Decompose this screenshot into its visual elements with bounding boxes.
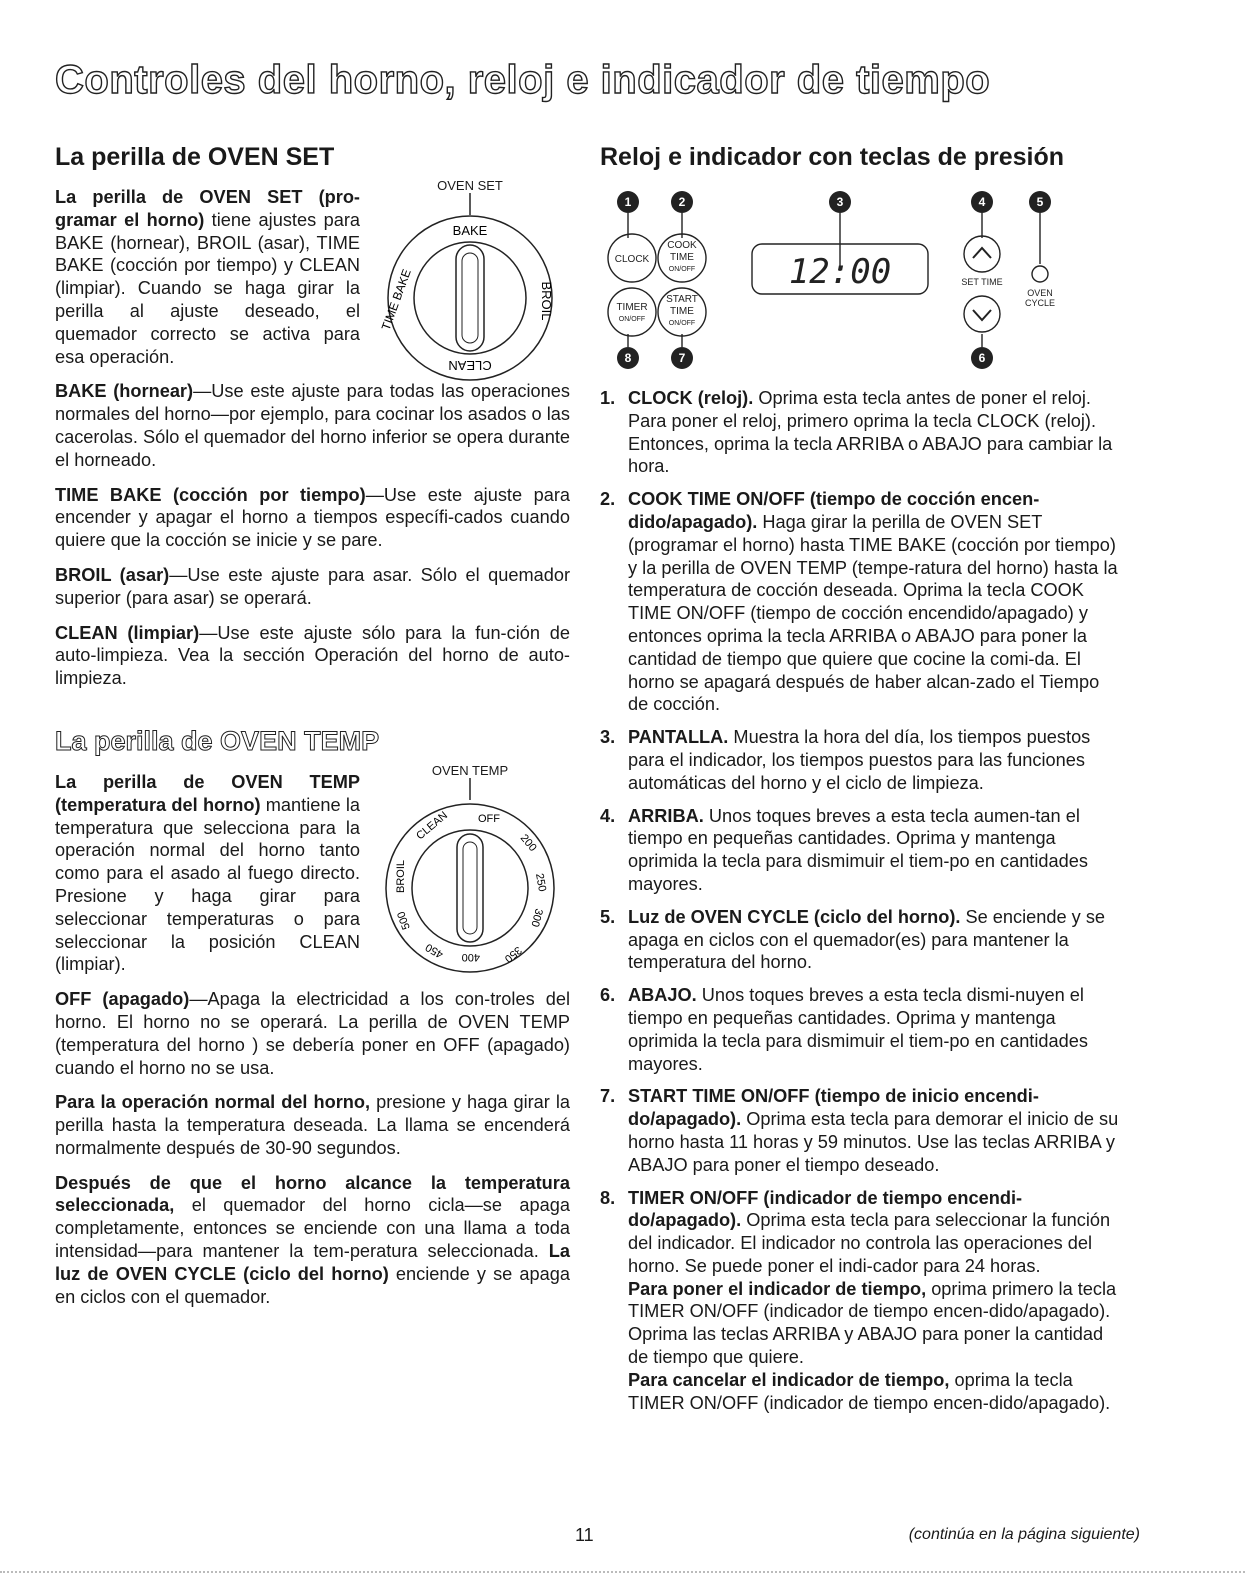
- control-keys-list: [600, 387, 1120, 1414]
- temp-broil-label: BROIL: [395, 859, 407, 893]
- after-bold: Después de que el horno alcance la temperatura seleccionada,: [55, 1172, 570, 1216]
- normal-paragraph: [55, 1091, 570, 1159]
- start-time-label-2: TIME: [670, 306, 694, 317]
- oven-temp-intro-bold: La perilla de OVEN TEMP (temperatura del horno): [55, 771, 360, 815]
- control-panel-icon: [600, 186, 1120, 381]
- item-text: Oprima esta tecla antes de poner el reloj. Para poner el reloj, primero oprima la tecla CLOCK (reloj). Entonces, oprima la tecla ARRIBA o ABAJO para cambiar la hora.: [628, 388, 1113, 477]
- broil-paragraph: [55, 564, 570, 610]
- callout-5: 5: [1036, 195, 1044, 209]
- callout-6: 6: [978, 351, 986, 365]
- temp-350-label: 350: [502, 943, 524, 965]
- off-text: —Apaga la electricidad a los con-troles del horno. El horno no se operará. La perilla de OVEN TEMP (temperatura del horno ) se debería poner en OFF (apagado) cuando el horno no se usa.: [55, 989, 570, 1078]
- item-number: 8.: [600, 1187, 616, 1208]
- oven-temp-knob-label: OVEN TEMP: [431, 762, 509, 778]
- oven-temp-knob-diagram: [380, 763, 560, 983]
- item-bold: START TIME ON/OFF (tiempo de inicio encendi-do/apagado).: [628, 1086, 1039, 1130]
- clean-text: —Use este ajuste sólo para la fun-ción de auto-limpieza. Vea la sección Operación del horno de auto-limpieza.: [55, 622, 570, 689]
- knob-timebake-label: TIME BAKE: [378, 267, 414, 333]
- item-number: 4.: [600, 805, 616, 826]
- item-bold: PANTALLA.: [628, 727, 729, 748]
- item-text: Oprima esta tecla para demorar el inicio de su horno hasta 11 horas y 59 minutos. Use las teclas ARRIBA y ABAJO para poner el tiempo deseado.: [628, 1109, 1119, 1175]
- oven-set-knob-icon: [370, 193, 570, 388]
- oven-temp-intro-rest: mantiene la temperatura que selecciona para la operación normal del horno tanto como para el asado al fuego directo. Presione y haga girar para seleccionar temperaturas o para seleccionar la posición CLEAN (limpiar).: [55, 794, 360, 975]
- oven-set-intro-text: [55, 186, 360, 368]
- oven-temp-intro-text: [55, 771, 360, 976]
- bake-text: —Use este ajuste para todas las operaciones normales del horno—por ejemplo, para cocinar los asados o las cacerolas. Sólo el quemador del horno inferior se opera durante el horneado.: [55, 381, 570, 470]
- after-text: el quemador del horno cicla—se apaga completamente, entonces se enciende con una llama a toda intensidad—para mantener la tem-peratura seleccionada.: [55, 1195, 570, 1262]
- cook-time-label-2: TIME: [670, 252, 694, 263]
- temp-500-label: 500: [395, 909, 413, 932]
- cancel-timer-text: oprima la tecla TIMER ON/OFF (indicador de tiempo encen-dido/apagado).: [628, 1369, 1111, 1413]
- item-number: 3.: [600, 727, 616, 748]
- bake-bold: BAKE (hornear): [55, 381, 194, 402]
- cycle-bold: La luz de OVEN CYCLE (ciclo del horno): [55, 1241, 570, 1284]
- after-paragraph: [55, 1172, 570, 1309]
- set-time-label: SET TIME: [961, 277, 1003, 287]
- oven-temp-intro: [55, 762, 570, 976]
- callout-4: 4: [978, 195, 986, 209]
- item-bold: TIMER ON/OFF (indicador de tiempo encendi-do/apagado).: [628, 1187, 1023, 1231]
- list-item: [600, 1187, 1120, 1415]
- item-text: Unos toques breves a esta tecla dismi-nuyen el tiempo en pequeñas cantidades. Oprima y mantenga oprimida la tecla para dismimuir el tiem-po en cantidades mayores.: [628, 985, 1088, 1074]
- clock-button-label: CLOCK: [614, 254, 650, 265]
- cancel-timer-paragraph: [628, 1369, 1120, 1415]
- temp-clean-label: CLEAN: [414, 809, 451, 843]
- item-number: 5.: [600, 906, 616, 927]
- callout-8: 8: [624, 351, 632, 365]
- temp-450-label: 450: [423, 940, 446, 961]
- normal-bold: Para la operación normal del horno,: [55, 1092, 371, 1113]
- bake-paragraph: [55, 380, 570, 471]
- temp-off-label: OFF: [478, 812, 500, 825]
- item-text: Muestra la hora del día, los tiempos puestos para el indicador, los tiempos puestos para las funciones automáticas del horno y el ciclo de limpieza.: [628, 727, 1091, 793]
- oven-set-intro: [55, 178, 570, 373]
- timebake-bold: TIME BAKE (cocción por tiempo): [55, 484, 366, 505]
- item-text: Unos toques breves a esta tecla aumen-tan el tiempo en pequeñas cantidades. Oprima y mantenga oprimida la tecla para dismimuir el tiem-po en cantidades mayores.: [628, 805, 1088, 894]
- item-number: 6.: [600, 985, 616, 1006]
- cycle-text: enciende y se apaga en ciclos con el quemador.: [55, 1263, 570, 1307]
- item-bold: ABAJO.: [628, 985, 697, 1006]
- clean-bold: CLEAN (limpiar): [55, 622, 200, 643]
- cook-time-label-3: ON/OFF: [668, 266, 696, 273]
- bottom-dotted-divider: [0, 1571, 1245, 1573]
- oven-set-heading: La perilla de OVEN SET: [55, 143, 335, 171]
- start-time-label-1: START: [666, 294, 698, 305]
- item-number: 7.: [600, 1086, 616, 1107]
- temp-200-label: 200: [517, 832, 539, 854]
- start-time-label-3: ON/OFF: [668, 320, 696, 327]
- knob-bake-label: BAKE: [452, 223, 488, 238]
- oven-cycle-label-1: OVEN: [1027, 288, 1053, 298]
- temp-250-label: 250: [533, 872, 549, 893]
- list-item: [600, 805, 1120, 896]
- knob-broil-label: BROIL: [539, 281, 554, 321]
- normal-text: presione y haga girar la perilla hasta la temperatura deseada. La llama se encenderá normalmente después de 30-90 segundos.: [55, 1092, 570, 1158]
- page-number: 11: [575, 1525, 594, 1545]
- cancel-timer-bold: Para cancelar el indicador de tiempo,: [628, 1369, 950, 1390]
- off-bold: OFF (apagado): [55, 989, 190, 1010]
- callout-2: 2: [678, 195, 686, 209]
- item-bold: CLOCK (reloj).: [628, 388, 754, 408]
- timer-label-2: ON/OFF: [618, 316, 646, 323]
- item-bold: COOK TIME ON/OFF (tiempo de cocción encen-dido/apagado).: [628, 489, 1040, 532]
- cook-time-label-1: COOK: [667, 240, 697, 251]
- clock-timer-heading: Reloj e indicador con teclas de presión: [600, 143, 1065, 171]
- item-number: 1.: [600, 388, 616, 408]
- list-item: [600, 984, 1120, 1075]
- clock-display: 12:00: [788, 252, 892, 292]
- item-text: Se enciende y se apaga en ciclos con el quemador(es) para mantener la temperatura del horno.: [628, 906, 1106, 973]
- set-timer-text: oprima primero la tecla TIMER ON/OFF (indicador de tiempo encen-dido/apagado). Oprima las teclas ARRIBA y ABAJO para poner la cantidad de tiempo que quiere.: [628, 1278, 1117, 1368]
- left-column: [55, 143, 570, 1320]
- item-bold: Luz de OVEN CYCLE (ciclo del horno).: [628, 906, 961, 927]
- continued-note: (continúa en la página siguiente): [908, 1526, 1140, 1543]
- knob-clean-label: CLEAN: [448, 358, 492, 373]
- callout-7: 7: [678, 351, 686, 365]
- timer-label-1: TIMER: [616, 302, 648, 313]
- oven-cycle-label-2: CYCLE: [1024, 298, 1056, 308]
- oven-set-knob-label: OVEN SET: [437, 178, 503, 193]
- page-title: Controles del horno, reloj e indicador de tiempo: [55, 58, 991, 102]
- right-column: [600, 143, 1120, 1414]
- set-timer-bold: Para poner el indicador de tiempo,: [628, 1278, 927, 1299]
- control-panel-diagram: [600, 186, 1120, 381]
- list-item: [600, 387, 1120, 478]
- list-item: [600, 906, 1120, 974]
- oven-set-intro-bold: La perilla de OVEN SET (pro-gramar el horno): [55, 187, 360, 230]
- broil-bold: BROIL (asar): [55, 564, 170, 585]
- oven-set-knob-diagram: [370, 178, 570, 393]
- item-number: 2.: [600, 489, 616, 510]
- oven-temp-heading: La perilla de OVEN TEMP: [55, 725, 380, 756]
- item-bold: ARRIBA.: [628, 805, 704, 826]
- callout-3: 3: [836, 195, 844, 209]
- list-item: [600, 488, 1120, 716]
- oven-set-intro-rest: tiene ajustes para BAKE (hornear), BROIL (asar), TIME BAKE (cocción por tiempo) y CLEAN (limpiar). Cuando se haga girar la perilla al ajuste deseado, el quemador correcto se activa para esa operación.: [55, 209, 360, 367]
- set-timer-paragraph: [628, 1278, 1120, 1369]
- item-text: Haga girar la perilla de OVEN SET (programar el horno) hasta TIME BAKE (cocción por tiempo) y la perilla de OVEN TEMP (tempe-ratura del horno) hasta la temperatura de cocción deseada. Oprima la tecla COOK TIME ON/OFF (tiempo de cocción encendido/apagado) y entonces oprima la tecla ARRIBA o ABAJO para poner la cantidad de tiempo que quiere que cocine la comi-da. El horno se apagará después de haber alcan-zado el Tiempo de cocción.: [628, 511, 1118, 715]
- callout-1: 1: [624, 195, 632, 209]
- temp-300-label: 300: [528, 907, 545, 929]
- temp-400-label: 400: [461, 950, 480, 963]
- timebake-paragraph: [55, 484, 570, 552]
- list-item: [600, 726, 1120, 794]
- list-item: [600, 1085, 1120, 1176]
- oven-temp-knob-icon: [380, 778, 560, 978]
- timebake-text: —Use este ajuste para encender y apagar el horno a tiempos específi-cados cuando quiere que la cocción se inicie y se pare.: [55, 484, 570, 551]
- item-text: Oprima esta tecla para seleccionar la función del indicador. El indicador no controla las operaciones del horno. Se puede poner el indi-cador para 24 horas.: [628, 1210, 1111, 1276]
- off-paragraph: [55, 988, 570, 1079]
- clean-paragraph: [55, 622, 570, 690]
- broil-text: —Use este ajuste para asar. Sólo el quemador superior (para asar) se operará.: [55, 564, 570, 608]
